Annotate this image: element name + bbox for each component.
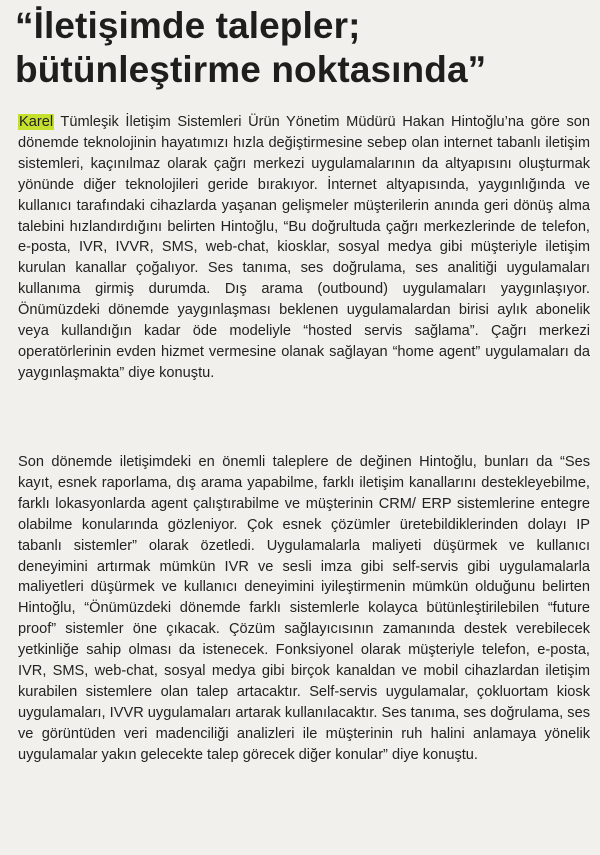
article-paragraph-2: Son dönemde iletişimdeki en önemli taleplere de değinen Hintoğlu, bunları da “Ses kayıt, esnek raporlama, dış arama yapabilme, farklı iletişim kanallarını destekleyebilme, farklı lokasyonlarda agent çalıştırabilme ve müşterinin CRM/ ERP sistemlerine entegre olabilme konularında gözleniyor. Çok esnek çözümler üretebildiklerinden dolayı IP tabanlı sistemler” olarak özetledi. Uygulamalarla maliyeti düşürmek ve kullanıcı deneyimini artırmak mümkün IVR ve sesli imza gibi self-servis gibi uygulamalarla maliyetleri düşürmek ve kullanıcı deneyimini iyileştirmenin mümkün olduğunu belirten Hintoğlu, “Önümüzdeki dönemde farklı sistemlerle kolayca bütünleştirilebilen “future proof” sistemler öne çıkacak. Çözüm sağlayıcısının zamanında destek verebilecek yetkinliğe sahip olması da istenecek. Fonksiyonel olarak müşteriyle telefon, e-posta, IVR, SMS, web-chat, sosyal medya gibi birçok kanaldan ve mobil cihazlardan iletişim kurabilen sistemlere olan talep artacaktır. Self-servis uygulamalar, çokluortam kiosk uygulamaları, IVVR uygulamaları artarak kullanılacaktır. Ses tanıma, ses doğrulama, ses ve görüntüden veri madenciliği analizleri ile müşterinin ruh halini anlamaya yönelik uygulamalar yakın gelecekte talep görecek diğer konular” diye konuştu. <box>18 454 590 763</box>
headline-line-2: bütünleştirme noktasında” <box>15 49 487 90</box>
headline-line-1: “İletişimde talepler; <box>15 5 361 46</box>
company-name-highlight: Karel <box>19 114 54 130</box>
article-headline <box>15 4 595 92</box>
paragraph-1-text: Tümleşik İletişim Sistemleri Ürün Yönetim Müdürü Hakan Hintoğlu’na göre son dönemde teknolojinin hayatımızı hızla değiştirmesine sebep olan internet tabanlı iletişim sistemleri, kaçınılmaz olarak çağrı merkezi uygulamalarının da altyapısını oluşturmak yönünde diğer teknolojileri geride bırakıyor. İnternet altyapısında, yaygınlığında ve kullanıcı tarafındaki cihazlarda yaşanan gelişmeler müşterilerin anında geri dönüş alma talebini hızlandırdığını belirten Hintoğlu, “Bu doğrultuda çağrı merkezlerinde de telefon, e-posta, IVR, IVVR, SMS, web-chat, kiosklar, sosyal medya gibi müşteriyle iletişim kurulan kanallar çoğalıyor. Ses tanıma, ses doğrulama, ses analitiği uygulamaları kullanıma girmiş durumda. Dış arama (outbound) uygulamaları yaygınlaşıyor. Önümüzdeki dönemde yaygınlaşması beklenen uygulamalardan birisi aylık abonelik veya kullandığın kadar öde modeliyle “hosted servis sağlama”. Çağrı merkezi operatörlerinin evden hizmet vermesine olanak sağlayan “home agent” uygulamaları da yaygınlaşmakta” diye konuştu. <box>18 114 590 381</box>
article-paragraph-1 <box>18 112 590 384</box>
